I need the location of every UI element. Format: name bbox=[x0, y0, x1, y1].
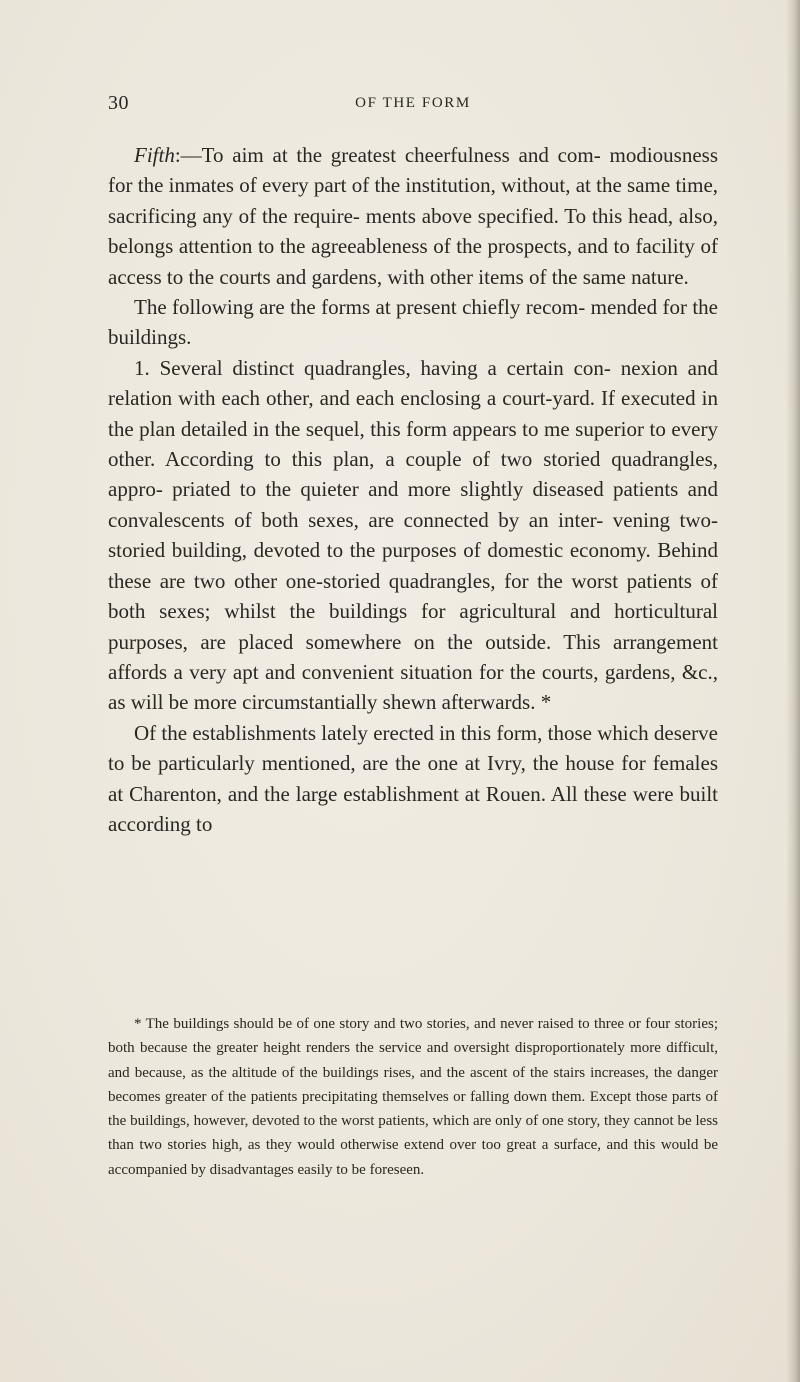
page-number: 30 bbox=[108, 92, 129, 114]
footnote bbox=[108, 1012, 718, 1182]
running-head: OF THE FORM bbox=[355, 95, 471, 111]
body-text bbox=[108, 140, 718, 839]
page-header bbox=[108, 92, 718, 116]
paragraph-fifth-text: :—To aim at the greatest cheerfulness and com- modiousness for the inmates of every part of the institution, without, at the same time, sacrificing any of the require- ments above specified. To this head, also, belongs attention to the agreeableness of the prospects, and to facility of access to the courts and gardens, with other items of the same nature. bbox=[108, 143, 719, 289]
paragraph-forms-intro: The following are the forms at present chiefly recom- mended for the buildings. bbox=[108, 295, 718, 350]
page-edge-shadow bbox=[786, 0, 800, 1382]
paragraph-fifth bbox=[108, 140, 718, 292]
paragraph-establishments: Of the establishments lately erected in this form, those which deserve to be particularly mentioned, are the one at Ivry, the house for females at Charenton, and the large establishment at Rouen. All these were built according to bbox=[108, 720, 718, 836]
footnote-text: * The buildings should be of one story and two stories, and never raised to three or four stories; both because the greater height renders the service and oversight disproportionately more difficult, and because, as the altitude of the buildings rises, and the ascent of the stairs increases, the danger becomes greater of the patients precipitating themselves or falling down them. Except those parts of the buildings, however, devoted to the worst patients, which are only of one story, they cannot be less than two stories high, as they would otherwise extend over too great a surface, and this would be accompanied by disadvantages easily to be foreseen. bbox=[108, 1016, 718, 1178]
fifth-heading: Fifth bbox=[134, 143, 175, 167]
paragraph-quadrangles: 1. Several distinct quadrangles, having a certain con- nexion and relation with each other, and each enclosing a court-yard. If executed in the plan detailed in the sequel, this form appears to me superior to every other. According to this plan, a couple of two storied quadrangles, appro- priated to the quieter and more slightly diseased patients and convalescents of both sexes, are connected by an inter- vening two-storied building, devoted to the purposes of domestic economy. Behind these are two other one-storied quadrangles, for the worst patients of both sexes; whilst the buildings for agricultural and horticultural purposes, are placed somewhere on the outside. This arrangement affords a very apt and convenient situation for the courts, gardens, &c., as will be more circumstantially shewn afterwards. * bbox=[108, 355, 718, 715]
